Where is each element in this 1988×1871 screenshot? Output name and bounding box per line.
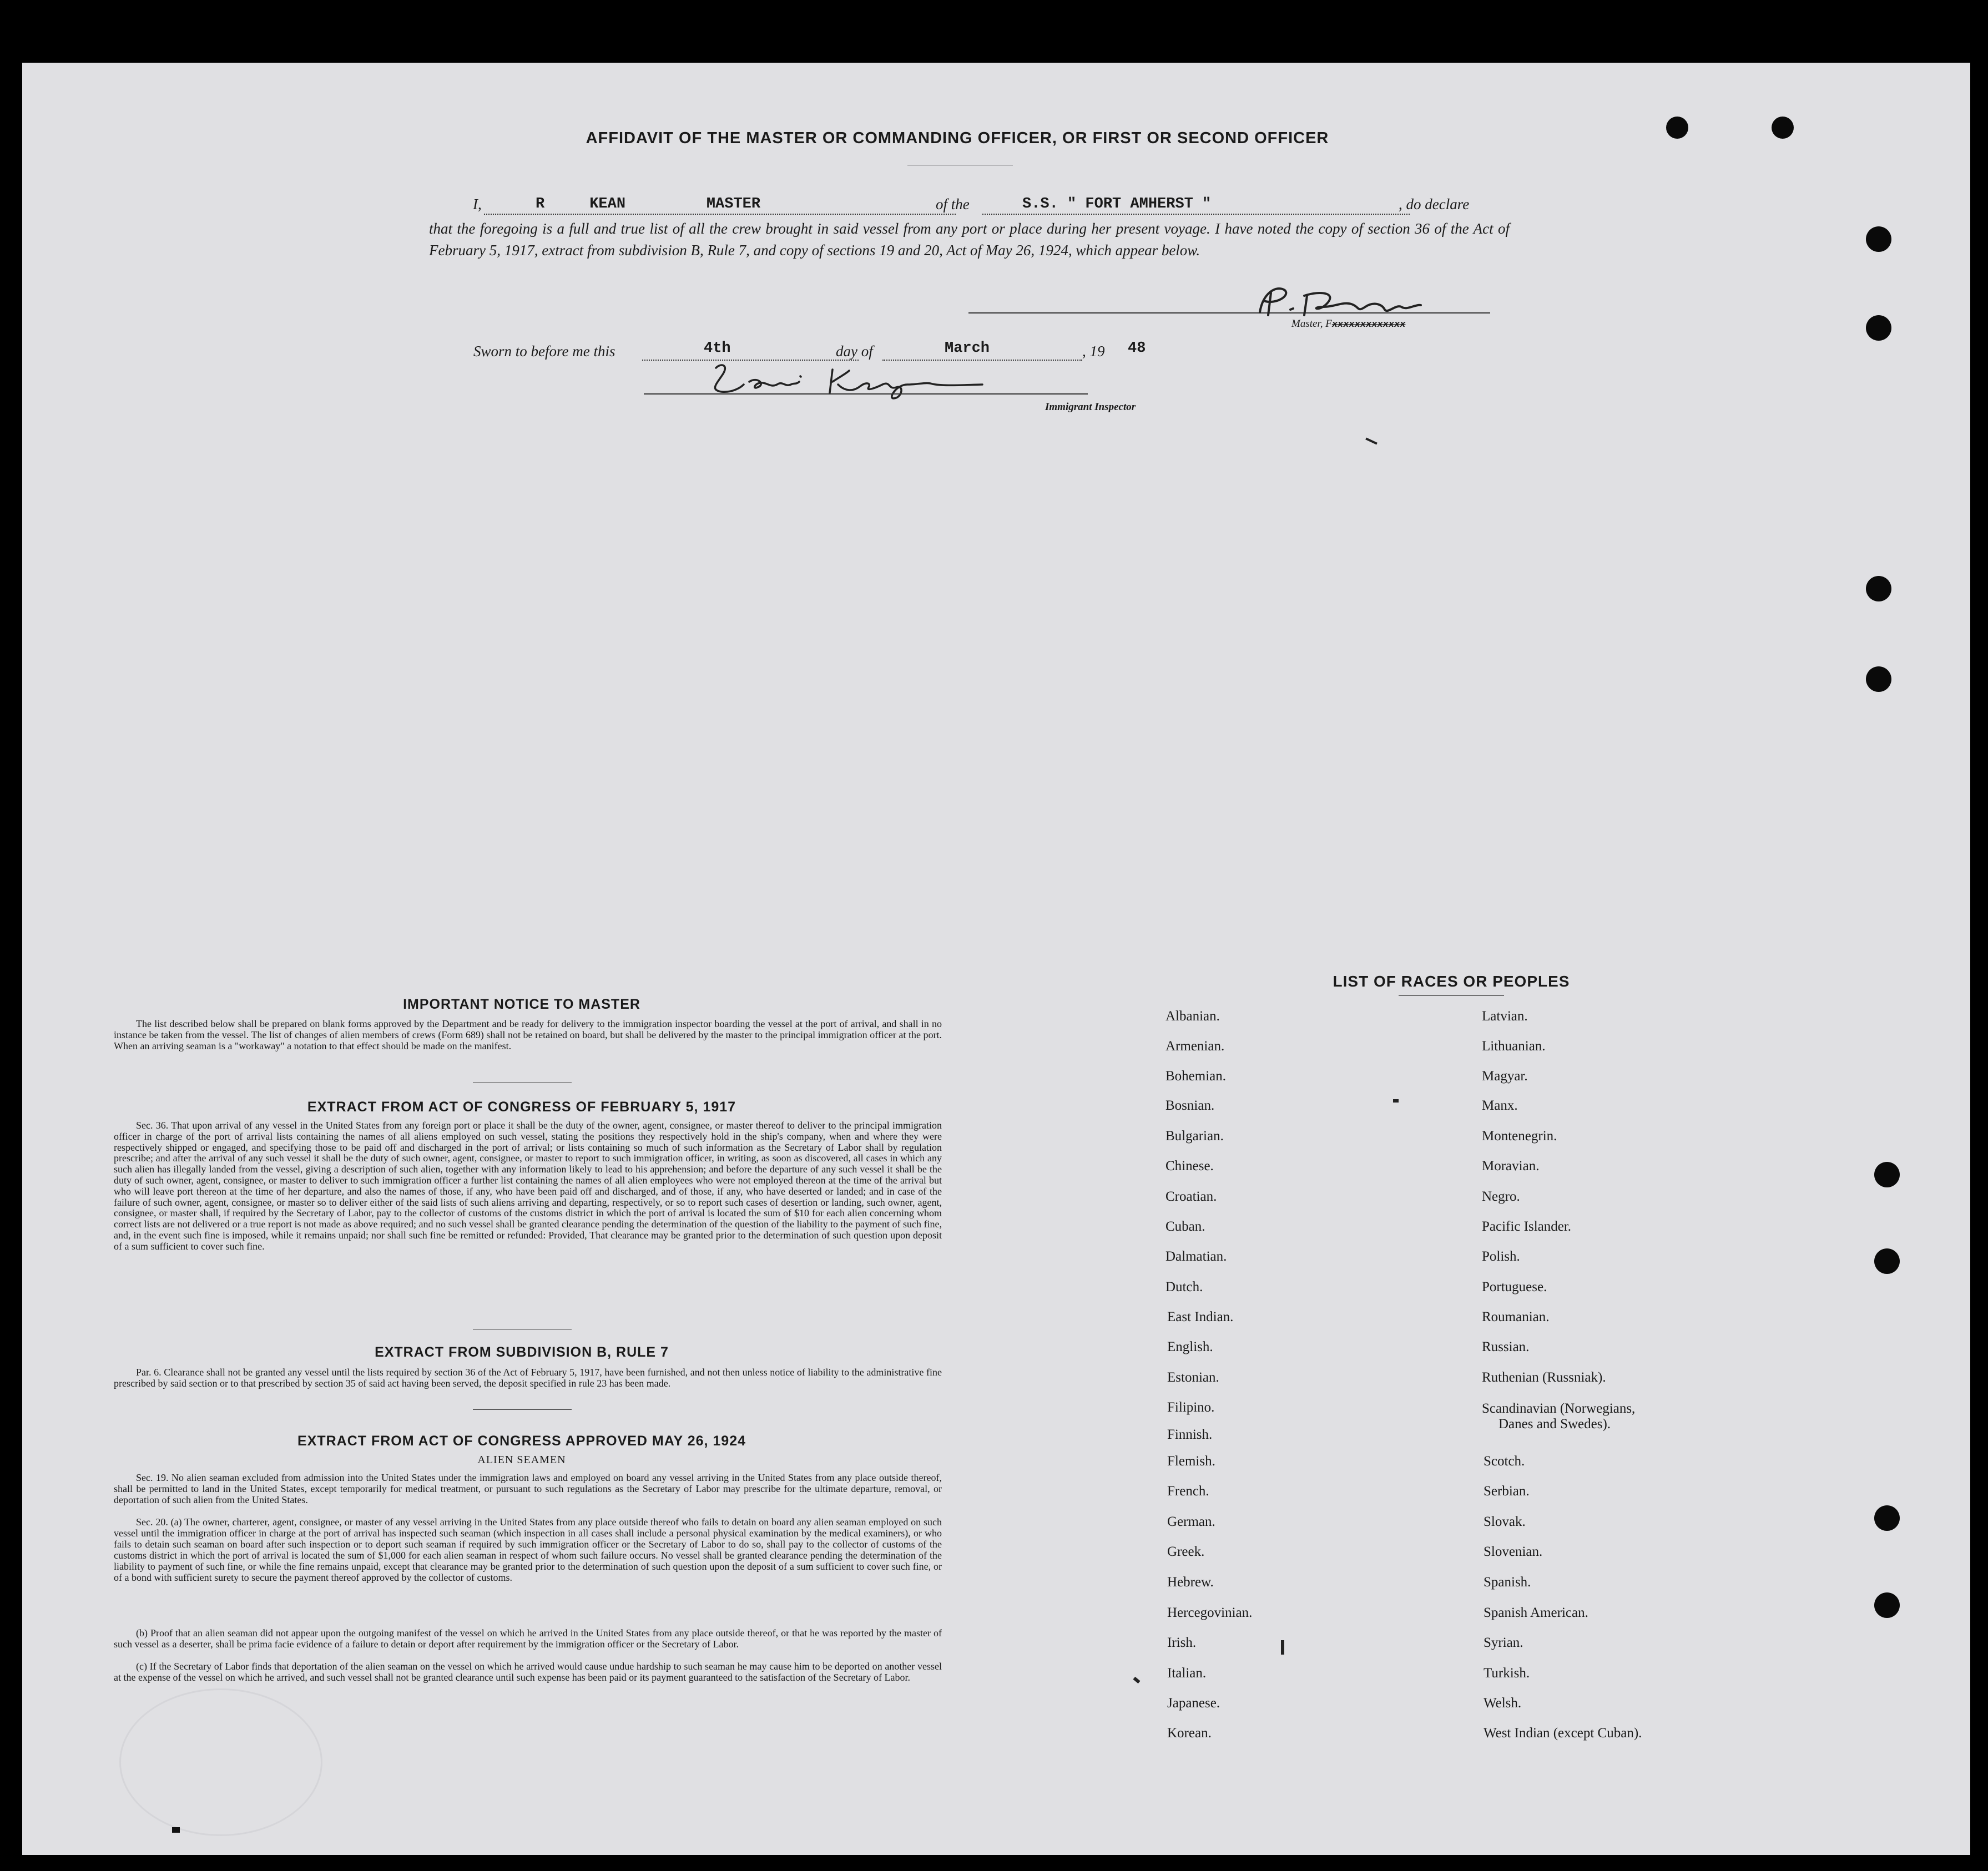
inspector-caption: Immigrant Inspector [1045, 401, 1136, 413]
race-item: English. [1167, 1339, 1213, 1354]
race-item: Portuguese. [1482, 1280, 1547, 1294]
race-item: Italian. [1167, 1666, 1207, 1681]
race-item: Manx. [1482, 1098, 1518, 1113]
punch-hole [1866, 576, 1891, 601]
race-item: Albanian. [1165, 1009, 1220, 1024]
race-item: Irish. [1167, 1635, 1197, 1650]
race-item: Japanese. [1167, 1696, 1220, 1711]
master-caption-text: Master, F [1291, 318, 1332, 330]
race-item: French. [1167, 1484, 1209, 1499]
races-title: LIST OF RACES OR PEOPLES [1333, 973, 1570, 990]
race-item: East Indian. [1167, 1309, 1234, 1324]
extract-1917-text: Sec. 36. That upon arrival of any vessel in the United States from any foreign port or place it shall be the duty of the owner, agent, consignee, or master thereof to deliver to the principal immigration officer in charge of the port of arrival lists containing the names of all aliens employed on such vessel, stating the positions they respectively hold in the ship's company, when and where they were respectively shipped or engaged, and specifying those to be paid off and discharged in the port of arrival; or lists containing so much of such information as the Secretary of Labor shall by regulation prescribe; and after the arrival of any such vessel it shall be the duty of such owner, agent, consignee, or master to report to such immigration officer, in writing, as soon as discovered, all cases in which any such alien has illegally landed from the vessel, giving a description of such alien, together with any information likely to lead to his apprehension; and before the departure of any such vessel it shall be the duty of such owner, agent, consignee, or master to deliver to such immigration officer a further list containing the names of all alien employees who were not employed thereon at the time of the arrival but who will leave port thereon at the time of her departure, and also the names of those, if any, who have been paid off and discharged, and of those, if any, who have deserted or landed; and in case of the failure of such owner, agent, consignee, or master so to deliver either of the said lists of such aliens arriving and departing, respectively, or so to report such cases of desertion or landing, such owner, agent, consignee, or master shall, if required by the Secretary of Labor, pay to the collector of customs of the customs district in which the port of arrival is located the sum of $10 for each alien concerning whom correct lists are not delivered or a true report is not made as above required; and no such vessel shall be granted clearance pending the determination of the question of the liability to the payment of such fine, and, in the event such fine is imposed, while it remains unpaid; nor shall such fine be remitted or refunded: Provided, That clearance may be granted prior to the determination of such question upon deposit of a sum sufficient to cover such fine. [114, 1120, 942, 1252]
sworn-day-value: 4th [704, 340, 731, 357]
race-item: Slovenian. [1484, 1544, 1543, 1559]
stray-mark [1281, 1640, 1284, 1655]
race-item: Dalmatian. [1165, 1249, 1227, 1264]
race-item: Bulgarian. [1165, 1129, 1224, 1144]
race-item: Bosnian. [1165, 1098, 1215, 1113]
race-item: West Indian (except Cuban). [1484, 1726, 1642, 1741]
race-item: Welsh. [1484, 1696, 1522, 1711]
race-item: German. [1167, 1514, 1215, 1529]
punch-hole [1866, 666, 1891, 692]
master-caption [1291, 318, 1405, 330]
race-item: Lithuanian. [1482, 1039, 1546, 1054]
race-item: Filipino. [1167, 1400, 1215, 1415]
race-item: Ruthenian (Russniak). [1482, 1370, 1606, 1385]
race-item: Negro. [1482, 1189, 1520, 1204]
notice-text: The list described below shall be prepared on blank forms approved by the Department and be ready for delivery to the immigration inspector boarding the vessel at the port of arrival, and shall in no instance be taken from the vessel. The list of changes of alien members of crews (Form 689) shall not be retained on board, but shall be delivered by the master to the principal immigration officer at the port. When an arriving seaman is a "workaway" a notation to that effect should be made on the manifest. [114, 1018, 942, 1051]
punch-hole [1874, 1248, 1900, 1274]
do-declare-label: , do declare [1399, 196, 1470, 213]
race-item: Turkish. [1484, 1666, 1530, 1681]
race-item: Armenian. [1165, 1039, 1225, 1054]
stray-mark [172, 1827, 180, 1833]
races-title-underline [1399, 995, 1504, 996]
affidavit-title: AFFIDAVIT OF THE MASTER OR COMMANDING OFFICER, OR FIRST OR SECOND OFFICER [586, 129, 1329, 147]
race-item: Bohemian. [1165, 1069, 1227, 1084]
race-item: Moravian. [1482, 1159, 1540, 1174]
race-item: Scandinavian (Norwegians, [1482, 1401, 1636, 1416]
notice-title: IMPORTANT NOTICE TO MASTER [403, 997, 640, 1012]
extract-1924-sec20c: (c) If the Secretary of Labor finds that deportation of the alien seaman on the vessel on which he arrived would cause undue hardship to such seaman he may cause him to be deported on another vessel at the expense of the vessel on which he arrived, and such vessel shall not be granted clearance until such expense has been paid or its payment guaranteed to the satisfaction of the Secretary of Labor. [114, 1661, 942, 1683]
race-item: Magyar. [1482, 1069, 1528, 1084]
master-name-value: R KEAN MASTER [536, 196, 761, 213]
race-item: Pacific Islander. [1482, 1219, 1572, 1234]
race-item: Serbian. [1484, 1484, 1530, 1499]
extract-1924-sec20b: (b) Proof that an alien seaman did not appear upon the outgoing manifest of the vessel on which he arrived in the United States from any place outside thereof, or that he was reported by the master of such vessel as a deserter, shall be prima facie evidence of a failure to detain or deport after requirement by the immigration officer or the Secretary of Labor. [114, 1627, 942, 1650]
race-item: Dutch. [1165, 1280, 1203, 1294]
race-item: Latvian. [1482, 1009, 1528, 1024]
race-item: Polish. [1482, 1249, 1520, 1264]
punch-hole [1772, 117, 1794, 139]
extract-rule7-title: EXTRACT FROM SUBDIVISION B, RULE 7 [375, 1344, 669, 1360]
race-item: Chinese. [1165, 1159, 1214, 1174]
punch-hole [1866, 226, 1891, 252]
race-item: Danes and Swedes). [1498, 1417, 1611, 1432]
year-value: 48 [1128, 340, 1146, 357]
race-item: Montenegrin. [1482, 1129, 1557, 1144]
of-the-label: of the [936, 196, 970, 213]
race-item: Estonian. [1167, 1370, 1219, 1385]
master-caption-struck: xxxxxxxxxxxxx [1331, 320, 1406, 330]
inspector-signature-line [644, 393, 1088, 395]
extract-1924-subtitle: ALIEN SEAMEN [477, 1454, 566, 1466]
punch-hole [1874, 1505, 1900, 1531]
race-item: Scotch. [1484, 1454, 1525, 1469]
punch-hole [1666, 117, 1688, 139]
name-line [484, 214, 956, 215]
vessel-line [982, 214, 1410, 215]
vessel-name-value: S.S. " FORT AMHERST " [1022, 196, 1212, 213]
race-item: Slovak. [1484, 1514, 1526, 1529]
extract-rule7-text: Par. 6. Clearance shall not be granted any vessel until the lists required by section 36 of the Act of February 5, 1917, have been furnished, and not then unless notice of liability to the administrative fine prescribed by said section or to that prescribed by section 35 of said act having been served, the deposit specified in rule 23 has been made. [114, 1367, 942, 1389]
stray-mark [1393, 1099, 1399, 1103]
extract-1917-title: EXTRACT FROM ACT OF CONGRESS OF FEBRUARY 5, 1917 [307, 1099, 736, 1115]
extract-1924-title: EXTRACT FROM ACT OF CONGRESS APPROVED MAY 26, 1924 [297, 1433, 746, 1449]
race-item: Flemish. [1167, 1454, 1215, 1469]
race-item: Roumanian. [1482, 1309, 1550, 1324]
extract-1924-sec20a: Sec. 20. (a) The owner, charterer, agent, consignee, or master of any vessel arriving in the United States from any place outside thereof who fails to detain on board any alien seaman employed on such vessel until the immigration officer in charge at the port of arrival has inspected such seaman (which inspection in all cases shall include a personal physical examination by the medical examiners), or who fails to detain such seaman on board after such inspection or to deport such seaman if required by such immigration officer or the Secretary of Labor to do so, shall pay to the collector of customs of the customs district in which the port of arrival is located the sum of $1,000 for each alien seaman in respect of whom such failure occurs. No vessel shall be granted clearance pending the determination of the liability to payment of such fine, or while the fine remains unpaid, except that clearance may be granted prior to the determination of such question upon the deposit of a sum sufficient to cover such fine, or of a bond with sufficient surety to secure the payment thereof approved by the collector of customs. [114, 1516, 942, 1583]
sworn-month-value: March [945, 340, 990, 357]
race-item: Hebrew. [1167, 1575, 1214, 1590]
stray-mark [1365, 438, 1378, 445]
race-item: Korean. [1167, 1726, 1212, 1741]
race-item: Croatian. [1165, 1189, 1217, 1204]
day-of-label: day of [836, 343, 873, 360]
embossed-seal [119, 1688, 322, 1836]
race-item: Hercegovinian. [1167, 1605, 1253, 1620]
inspector-signature [705, 360, 993, 401]
i-label: I, [473, 196, 482, 213]
affidavit-body: that the foregoing is a full and true list of all the crew brought in said vessel from any port or place during her present voyage. I have noted the copy of section 36 of the Act of February 5, 1917, extract from subdivision B, Rule 7, and copy of sections 19 and 20, Act of May 26, 1924, which appear below. [429, 220, 1510, 259]
extract-1924-sec19: Sec. 19. No alien seaman excluded from admission into the United States under the immigration laws and employed on board any vessel arriving in the United States from any place outside thereof, shall be permitted to land in the United States, except temporarily for medical treatment, or pursuant to such regulations as the Secretary of Labor may prescribe for the ultimate departure, removal, or deportation of such alien from the United States. [114, 1472, 942, 1505]
year-prefix: , 19 [1082, 343, 1105, 360]
race-item: Greek. [1167, 1544, 1205, 1559]
punch-hole [1874, 1162, 1900, 1187]
race-item: Russian. [1482, 1339, 1530, 1354]
punch-hole [1866, 315, 1891, 341]
extract-rule7-divider [473, 1409, 572, 1410]
sworn-label: Sworn to before me this [473, 343, 615, 360]
race-item: Finnish. [1167, 1427, 1213, 1442]
race-item: Syrian. [1484, 1635, 1523, 1650]
document-sheet [22, 63, 1970, 1855]
race-item: Spanish American. [1484, 1605, 1588, 1620]
master-signature [1254, 282, 1437, 321]
race-item: Cuban. [1165, 1219, 1205, 1234]
stray-mark [1133, 1677, 1140, 1683]
punch-hole [1874, 1592, 1900, 1618]
race-item: Spanish. [1484, 1575, 1531, 1590]
